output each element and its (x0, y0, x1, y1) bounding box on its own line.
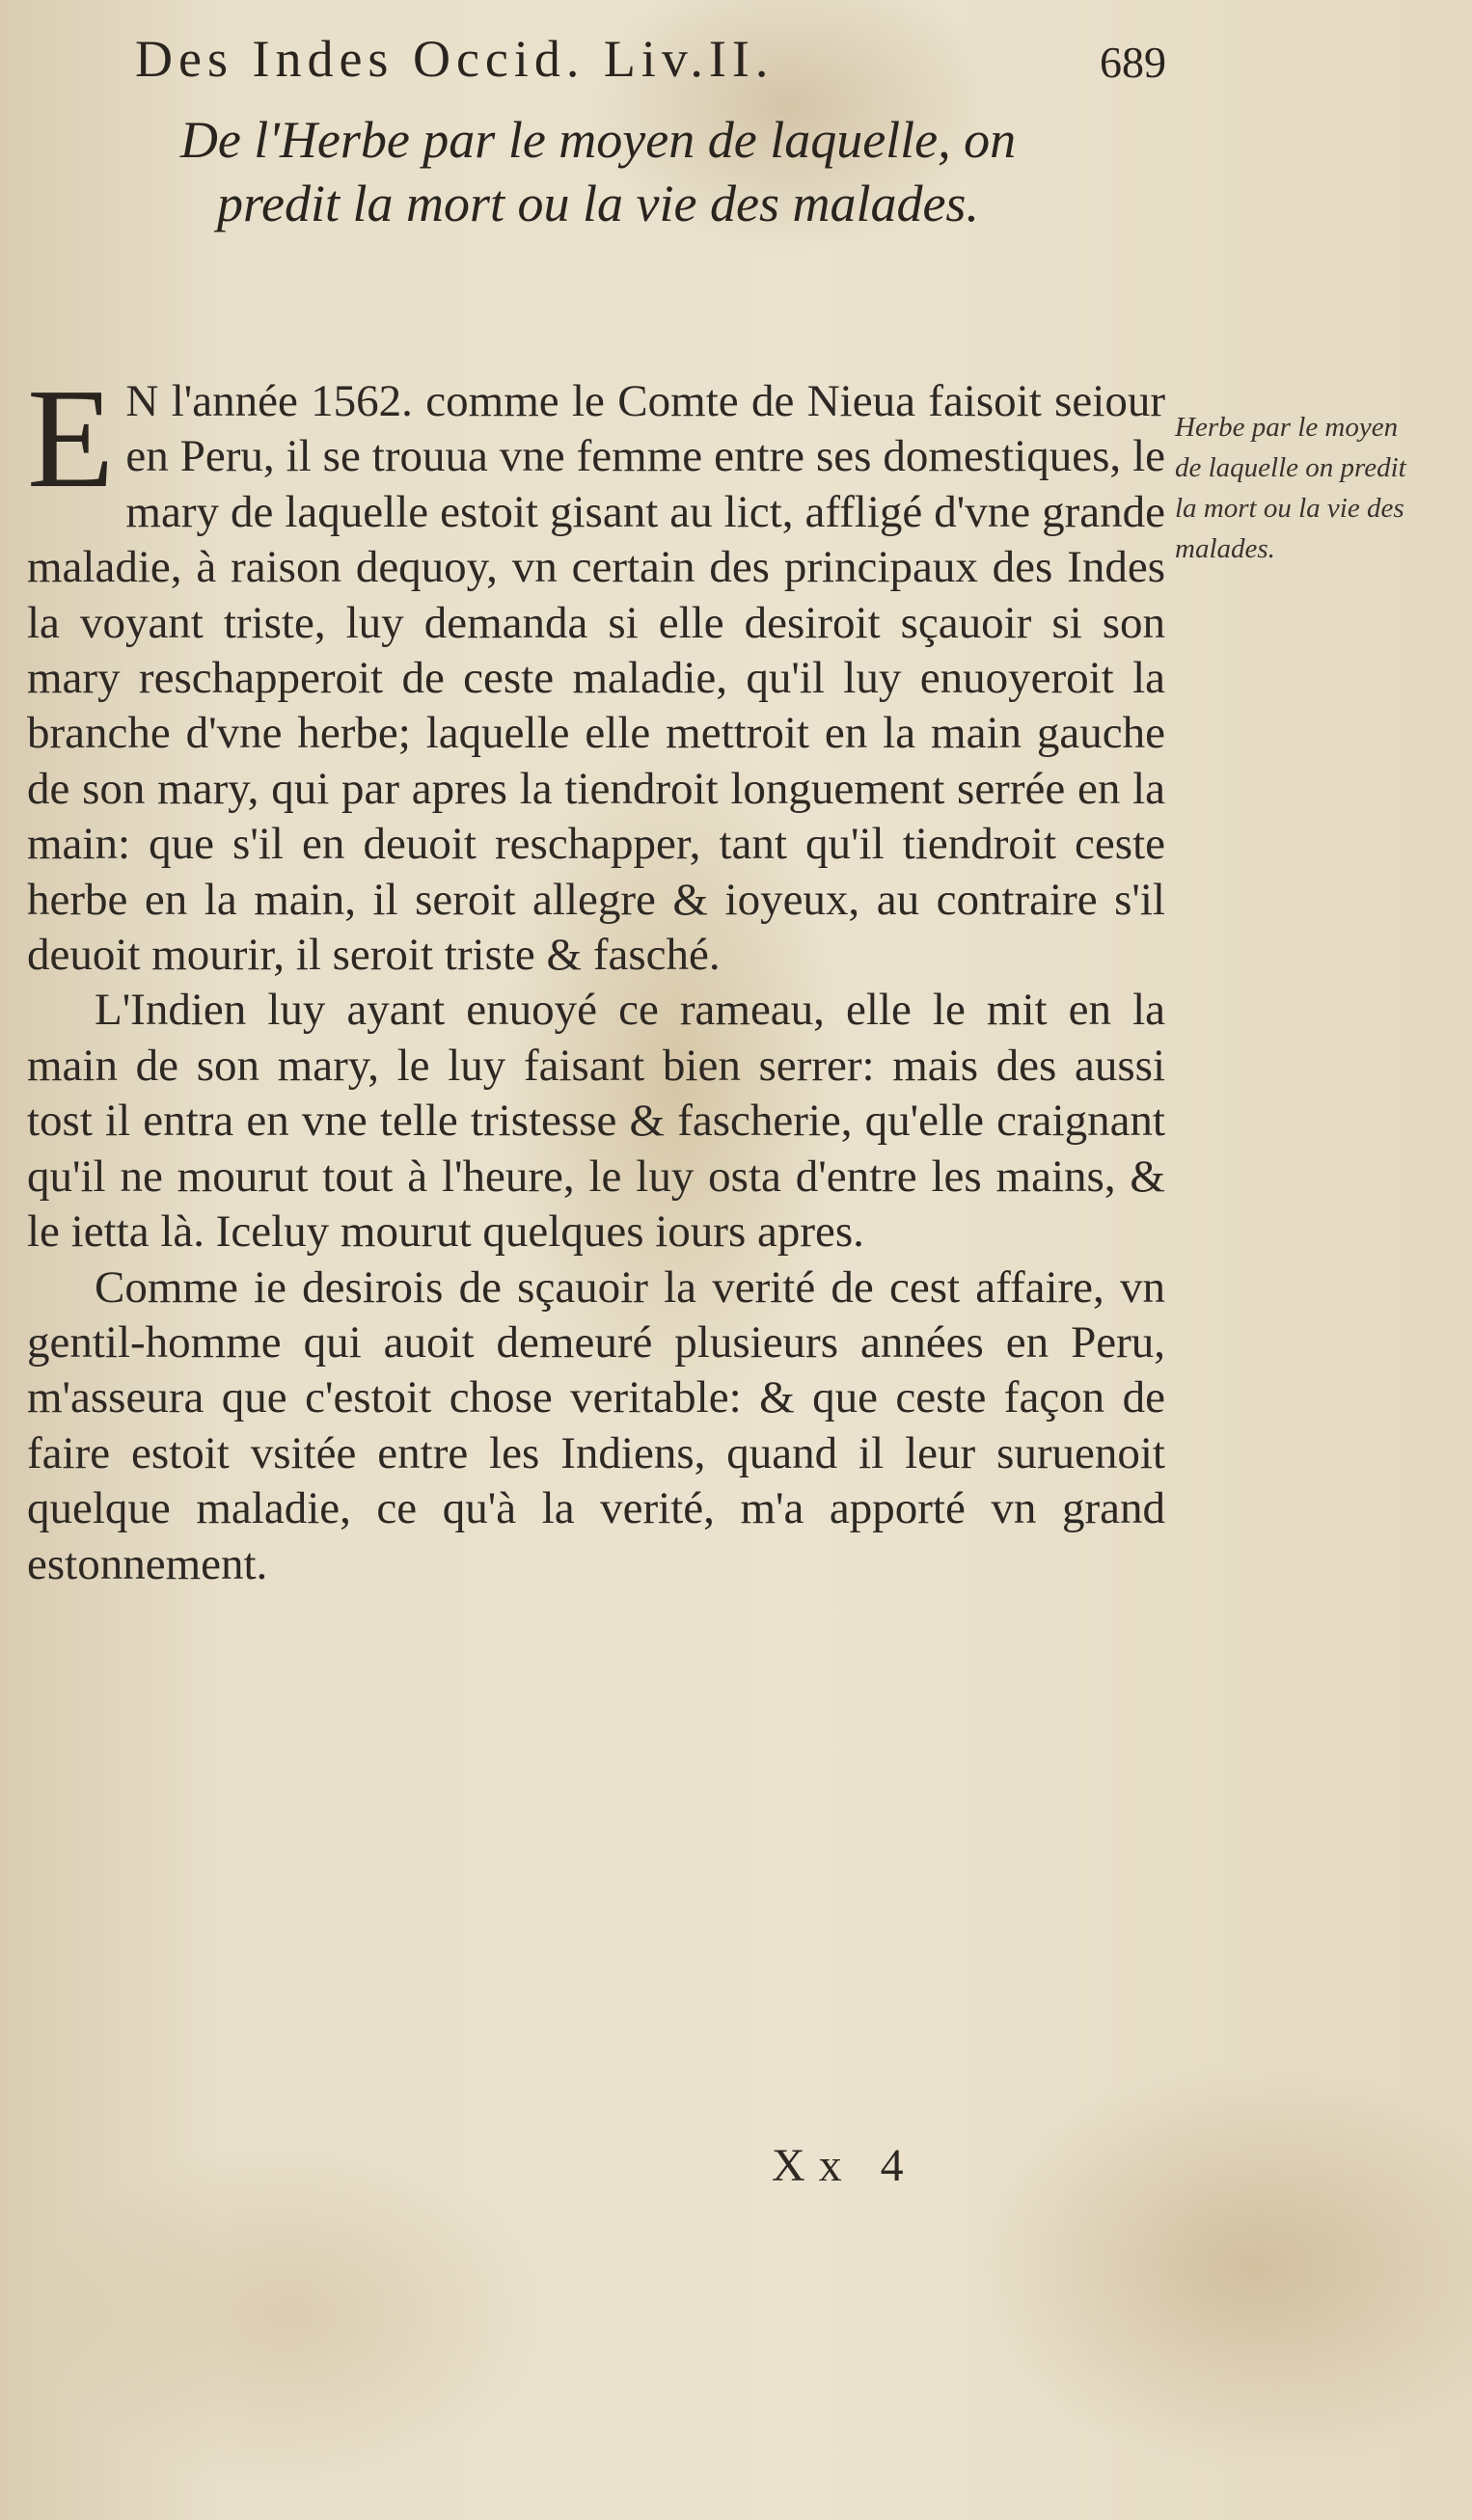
paragraph-1-text: N l'année 1562. comme le Comte de Nieua faisoit seiour en Peru, il se trouua vne femme entre ses domestiques, le mary de laquelle estoit gisant au lict, affligé d'vne grande maladie, à raison dequoy, vn certain des principaux des Indes la voyant triste, luy demanda si elle desiroit sçauoir si son mary reschapperoit de ceste maladie, qu'il luy enuoyeroit la branche d'vne herbe; laquelle elle mettroit en la main gauche de son mary, qui par apres la tiendroit longuement serrée en la main: que s'il en deuoit reschapper, tant qu'il tiendroit ceste herbe en la main, il seroit allegre & ioyeux, au contraire s'il deuoit mourir, il seroit triste & fasché. (27, 376, 1165, 981)
body-text (27, 360, 1165, 2100)
margin-note: Herbe par le moyen de laquelle on predit la mort ou la vie des malades. (1175, 412, 1406, 564)
page-number: 689 (1100, 38, 1166, 87)
running-head: Des Indes Occid. Liv.II. (135, 30, 775, 88)
paragraph-3: Comme ie desirois de sçauoir la verité de cest affaire, vn gentil-homme qui auoit demeuré plusieurs années en Peru, m'asseura que c'estoit chose veritable: & que ceste façon de faire estoit vsitée entre les Indiens, quand il leur suruenoit quelque maladie, ce qu'à la verité, m'a apporté vn grand estonnement. (27, 1261, 1165, 1589)
paragraph-2: L'Indien luy ayant enuoyé ce rameau, elle le mit en la main de son mary, le luy faisant bien serrer: mais des aussi tost il entra en vne telle tristesse & fascherie, qu'elle craignant qu'il ne mourut tout à l'heure, le luy osta d'entre les mains, & le ietta là. Iceluy mourut quelques iours apres. (27, 985, 1165, 1258)
paragraph-1 (27, 360, 1165, 983)
signature-mark: Xx 4 (772, 2140, 917, 2191)
drop-cap: E (27, 360, 115, 518)
chapter-title: De l'Herbe par le moyen de laquelle, on predit la mort ou la vie des malades. (179, 111, 1017, 232)
